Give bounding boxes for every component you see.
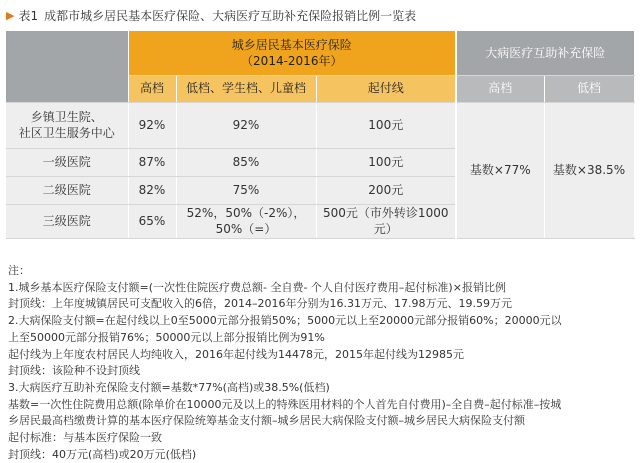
subheader-serious-high: 高档 — [456, 75, 544, 102]
header-basic-line1: 城乡居民基本医疗保险 — [231, 37, 352, 52]
notes-heading: 注： — [8, 264, 30, 277]
table-row — [6, 102, 634, 148]
cell-low: 85% — [176, 148, 316, 176]
note-line: 1.城乡基本医疗保险支付额=(一次性住院医疗费总额- 全自费- 个人自付医疗费用–起付标准)×报销比例 — [8, 280, 506, 294]
cell-low: 92% — [176, 102, 316, 148]
header-corner — [6, 31, 128, 102]
note-line: 3.大病医疗互助补充保险支付额=基数*77%(高档)或38.5%(低档) — [8, 380, 330, 394]
row-hospital-name: 一级医院 — [6, 148, 128, 176]
note-line: 乡居民最高档缴费计算的基本医疗保险统筹基金支付额–城乡居民大病保险支付额–城乡居民大病保险支付额 — [8, 414, 525, 428]
note-line: 封顶线：40万元(高档)或20万元(低档) — [8, 447, 197, 461]
note-line: 2.大病保险支付额=在起付线以上0至5000元部分报销50%；5000元以上至20000元部分报销60%；20000元以 — [8, 314, 562, 328]
table-title: 成都市城乡居民基本医疗保险、大病医疗互助补充保险报销比例一览表 — [44, 8, 417, 23]
cell-low: 52%，50%（-2%），50%（=） — [176, 204, 316, 238]
note-line: 起付线为上年度农村居民人均纯收入，2016年起付线为14478元，2015年起付线为12985元 — [8, 347, 464, 361]
cell-threshold: 200元 — [316, 176, 456, 204]
note-line: 封顶线：上年度城镇居民可支配收入的6倍，2014–2016年分别为16.31万元、17.98万元、19.59万元 — [8, 297, 512, 311]
cell-high: 65% — [128, 204, 176, 238]
header-basic-line2: （2014-2016年） — [241, 53, 343, 68]
row-hospital-name: 二级医院 — [6, 176, 128, 204]
header-basic-insurance — [128, 31, 456, 75]
cell-high: 87% — [128, 148, 176, 176]
subheader-threshold: 起付线 — [316, 75, 456, 102]
table-caption — [6, 4, 416, 26]
subheader-serious-low: 低档 — [544, 75, 634, 102]
cell-low: 75% — [176, 176, 316, 204]
subheader-low: 低档、学生档、儿童档 — [176, 75, 316, 102]
subheader-high: 高档 — [128, 75, 176, 102]
cell-threshold: 100元 — [316, 102, 456, 148]
reimbursement-table — [6, 31, 635, 239]
row-hospital-name: 三级医院 — [6, 204, 128, 238]
cell-high: 82% — [128, 176, 176, 204]
cell-serious-high: 基数×77% — [456, 102, 544, 238]
notes-section — [8, 263, 634, 463]
row-name-text: 乡镇卫生院、 社区卫生服务中心 — [18, 109, 115, 140]
triangle-marker-icon: ▶ — [6, 8, 15, 22]
note-line: 基数=一次性住院费用总额(除单价在10000元及以上的特殊医用材料的个人首先自付费用)–全自费–起付标准–按城 — [8, 397, 562, 411]
cell-serious-low: 基数×38.5% — [544, 102, 634, 238]
cell-threshold: 100元 — [316, 148, 456, 176]
cell-high: 92% — [128, 102, 176, 148]
cell-threshold: 500元（市外转诊1000元） — [316, 204, 456, 238]
note-line: 封顶线：该险种不设封顶线 — [8, 364, 140, 378]
note-line: 上至50000元部分报销76%；50000元以上部分报销比例为91% — [8, 330, 325, 344]
note-line: 起付标准：与基本医疗保险一致 — [8, 431, 162, 445]
row-hospital-name — [6, 102, 128, 148]
header-serious-insurance: 大病医疗互助补充保险 — [456, 31, 634, 75]
table-number: 表1 — [18, 8, 39, 23]
